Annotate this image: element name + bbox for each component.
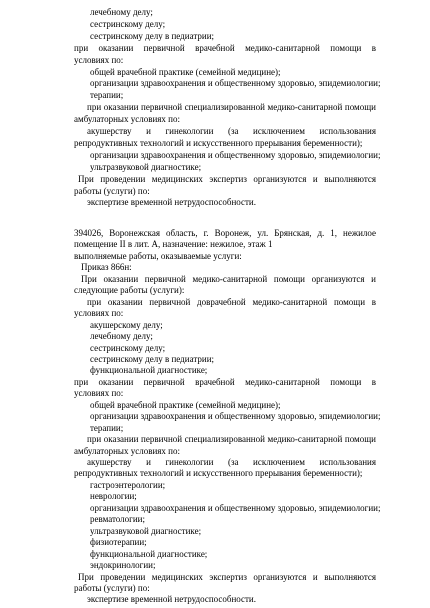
text-line: функциональной диагностике; — [90, 548, 208, 559]
text-line: при оказании первичной врачебной медико-санитарной помощи в — [74, 376, 376, 387]
text-line: ультразвуковой диагностике; — [90, 161, 202, 172]
text-line: эндокринологии; — [90, 560, 156, 570]
text-line: при оказании первичной специализированной медико-санитарной помощи — [87, 102, 376, 113]
text-line: условиях по: — [74, 388, 124, 399]
text-line: условиях по: — [74, 54, 124, 65]
text-line: физиотерапии; — [90, 537, 147, 548]
text-line: сестринскому делу в педиатрии; — [90, 30, 215, 41]
text-line: репродуктивных технологий и искусственного прерывания беременности); — [74, 468, 363, 479]
text-line: лечебному делу; — [90, 331, 153, 342]
text-line: терапии; — [90, 90, 124, 101]
text-line: организации здравоохранения и общественному здоровью, эпидемиологии; — [90, 149, 381, 160]
text-line: репродуктивных технологий и искусственного прерывания беременности); — [74, 137, 363, 148]
text-line: при оказании первичной доврачебной медико-санитарной помощи в — [87, 296, 376, 307]
text-line: акушерству и гинекологии (за исключением использования — [87, 126, 376, 136]
text-line: ультразвуковой диагностике; — [90, 525, 202, 536]
text-line: общей врачебной практике (семейной медицине); — [90, 399, 281, 410]
text-line: общей врачебной практике (семейной медицине); — [90, 66, 281, 77]
text-line: при оказании первичной специализированной медико-санитарной помощи — [87, 434, 376, 445]
text-line: выполняемые работы, оказываемые услуги: — [74, 250, 242, 261]
text-line: сестринскому делу; — [90, 342, 166, 353]
text-line: лечебному делу; — [90, 7, 153, 17]
text-line: акушерству и гинекологии (за исключением использования — [87, 457, 376, 467]
text-line: терапии; — [90, 422, 124, 433]
text-line: гастроэнтерологии; — [90, 479, 166, 490]
text-line: работы (услуги) по: — [74, 185, 150, 196]
text-line: экспертизе временной нетрудоспособности. — [87, 197, 256, 208]
text-line: условиях по: — [74, 308, 124, 319]
address-line: 394026, Воронежская область, г. Воронеж, ул. Брянская, д. 1, нежилое — [74, 228, 376, 238]
text-line: акушерскому делу; — [90, 319, 163, 330]
text-line: работы (услуги) по: — [74, 583, 150, 593]
text-line: неврологии; — [90, 491, 137, 502]
text-line: При оказании первичной медико-санитарной помощи организуются и — [81, 273, 376, 284]
text-line: организации здравоохранения и общественному здоровью, эпидемиологии; — [90, 502, 381, 513]
text-line: следующие работы (услуги): — [74, 285, 185, 296]
text-line: функциональной диагностике; — [90, 365, 208, 376]
text-line: экспертизе временной нетрудоспособности. — [87, 594, 256, 605]
text-line: организации здравоохранения и общественному здоровью, эпидемиологии; — [90, 78, 381, 89]
order-label: Приказ 866н: — [81, 262, 132, 273]
text-line: При проведении медицинских экспертиз организуются и выполняются — [78, 173, 376, 184]
address-line: помещение II в лит. А, назначение: нежилое, этаж 1 — [74, 239, 273, 250]
text-line: сестринскому делу; — [90, 18, 166, 29]
text-line: сестринскому делу в педиатрии; — [90, 353, 215, 364]
text-line: амбулаторных условиях по: — [74, 114, 180, 125]
text-line: амбулаторных условиях по: — [74, 445, 180, 456]
text-line: при оказании первичной врачебной медико-санитарной помощи в — [74, 42, 376, 53]
text-line: ревматологии; — [90, 514, 145, 525]
text-line: При проведении медицинских экспертиз организуются и выполняются — [78, 571, 376, 582]
text-line: организации здравоохранения и общественному здоровью, эпидемиологии; — [90, 411, 381, 422]
